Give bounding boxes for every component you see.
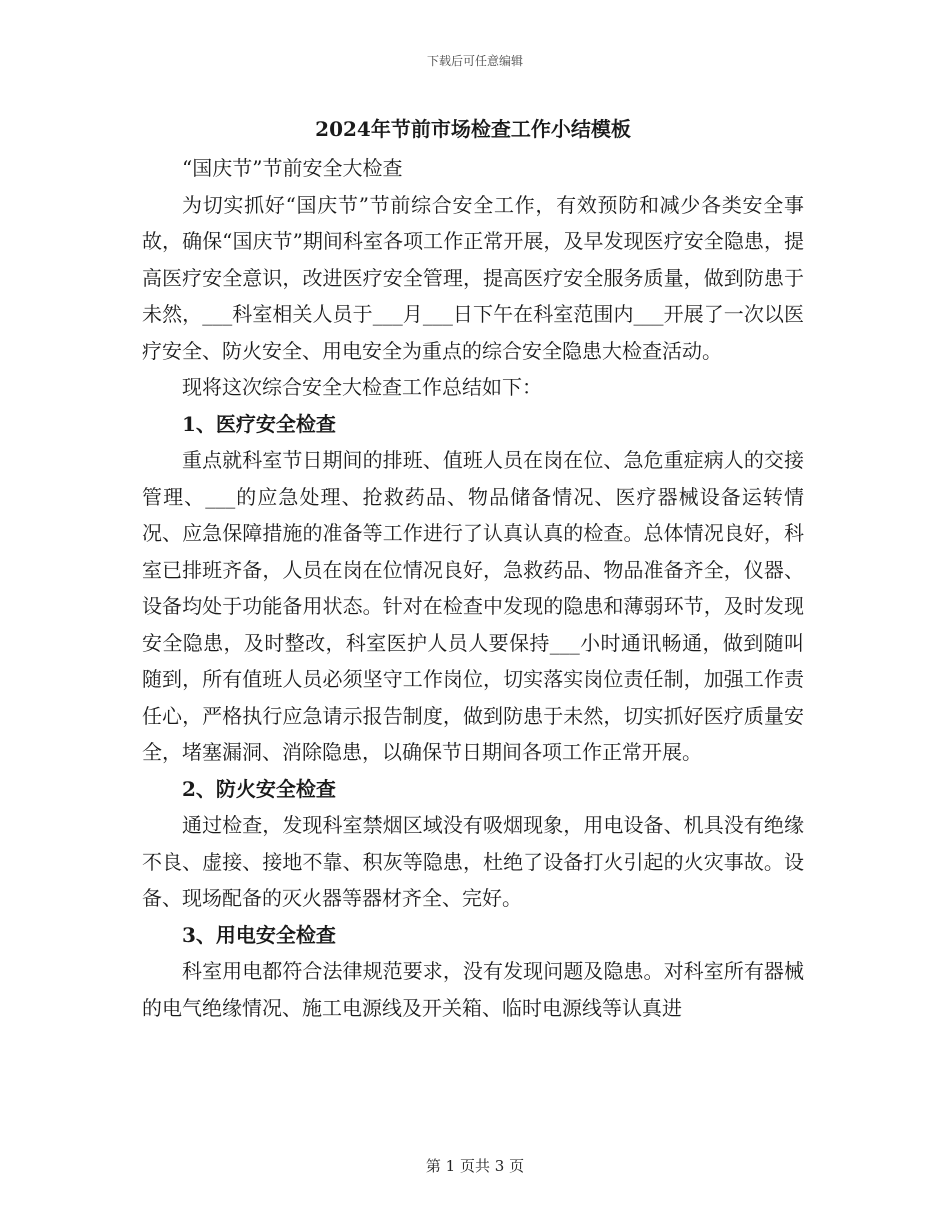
medical-safety-paragraph: 重点就科室节日期间的排班、值班人员在岗在位、急危重症病人的交接管理、___的应急处理、抢救药品、物品储备情况、医疗器械设备运转情况、应急保障措施的准备等工作进行了认真认真的检查。总体情况良好，科室已排班齐备，人员在岗在位情况良好，急救药品、物品准备齐全，仪器、设备均处于功能备用状态。针对在检查中发现的隐患和薄弱环节，及时发现安全隐患，及时整改，科室医护人员人要保持___小时通讯畅通，做到随叫随到，所有值班人员必须坚守工作岗位，切实落实岗位责任制，加强工作责任心，严格执行应急请示报告制度，做到防患于未然，切实抓好医疗质量安全，堵塞漏洞、消除隐患，以确保节日期间各项工作正常开展。 [142, 448, 804, 764]
document-title: 2024年节前市场检查工作小结模板 [315, 117, 631, 141]
page-header: 下载后可任意编辑 [426, 54, 523, 68]
fire-safety-paragraph: 通过检查，发现科室禁烟区域没有吸烟现象，用电设备、机具没有绝缘不良、虚接、接地不靠、积灰等隐患，杜绝了设备打火引起的火灾事故。设备、现场配备的灭火器等器材齐全、完好。 [142, 813, 804, 910]
section-heading-fire: 2、防火安全检查 [182, 776, 336, 801]
section-heading-medical: 1、医疗安全检查 [182, 411, 336, 436]
document-body [142, 112, 804, 1026]
section-heading-electrical: 3、用电安全检查 [182, 922, 336, 947]
intro-paragraph: 为切实抓好“国庆节”节前综合安全工作，有效预防和减少各类安全事故，确保“国庆节”期间科室各项工作正常开展，及早发现医疗安全隐患，提高医疗安全意识，改进医疗安全管理，提高医疗安全服务质量，做到防患于未然，___科室相关人员于___月___日下午在科室范围内___开展了一次以医疗安全、防火安全、用电安全为重点的综合安全隐患大检查活动。 [142, 192, 804, 363]
electrical-safety-paragraph: 科室用电都符合法律规范要求，没有发现问题及隐患。对科室所有器械的电气绝缘情况、施工电源线及开关箱、临时电源线等认真进 [142, 959, 804, 1020]
page-footer: 第 1 页共 3 页 [425, 1157, 525, 1175]
summary-lead-paragraph: 现将这次综合安全大检查工作总结如下： [182, 375, 542, 399]
subtitle-paragraph: “国庆节”节前安全大检查 [182, 156, 403, 180]
